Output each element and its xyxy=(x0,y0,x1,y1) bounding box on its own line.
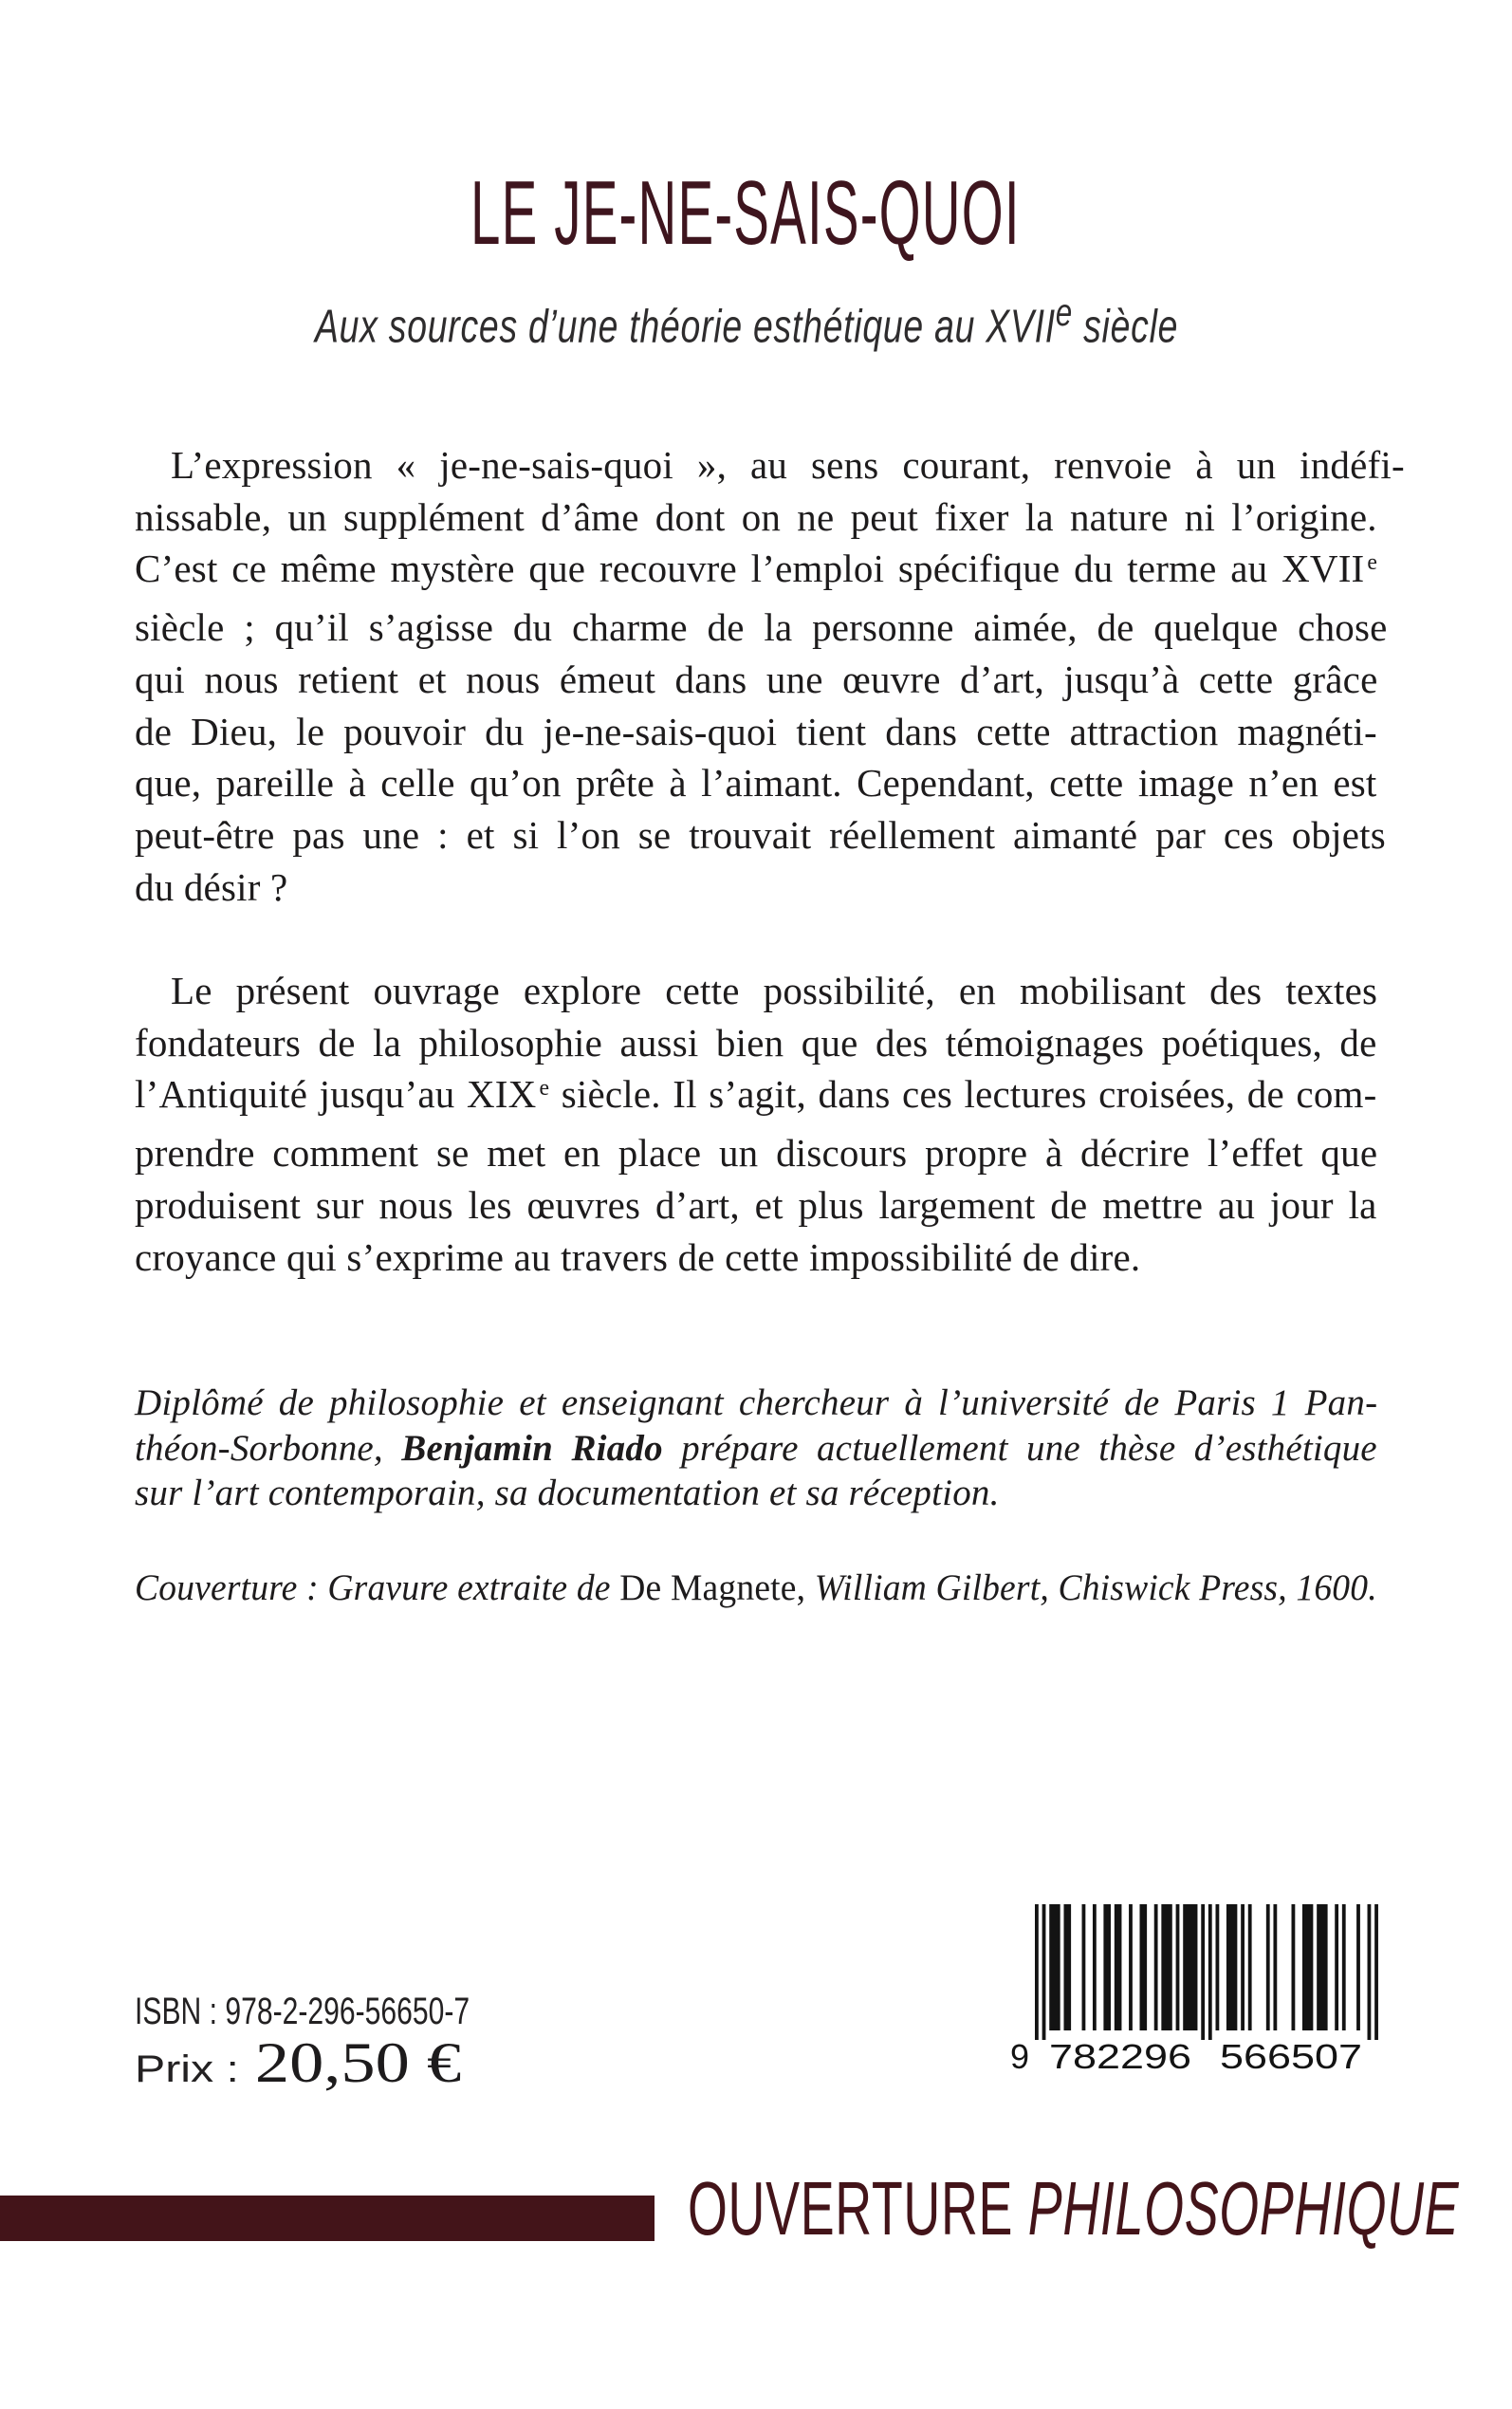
text-line: nissable, un supplément d’âme dont on ne peut fixer la nature ni l’origine. xyxy=(135,494,1377,539)
text-line: siècle ; qu’il s’agisse du charme de la personne aimée, de quelque chose xyxy=(135,605,1388,650)
text-line: du désir ? xyxy=(135,864,288,909)
barcode-digit-first: 9 xyxy=(1009,2037,1029,2075)
collection-band-bar xyxy=(0,2196,655,2241)
price-label: Prix : xyxy=(135,2048,239,2090)
barcode-digits-left: 782296 xyxy=(1049,2037,1191,2075)
text-line: qui nous retient et nous émeut dans une œuvre d’art, jusqu’à cette grâce xyxy=(135,657,1378,701)
collection-name xyxy=(688,2166,1460,2256)
text-line: que, pareille à celle qu’on prête à l’aimant. Cependant, cette image n’en est xyxy=(135,761,1377,806)
text-line: produisent sur nous les œuvres d’art, et plus largement de mettre au jour la xyxy=(135,1182,1377,1227)
text-line: l’Antiquité jusqu’au XIX $^e$ siècle. Il s’agit, dans ces lectures croisées, de com- xyxy=(135,1072,1377,1117)
author-bio xyxy=(135,1381,1377,1516)
text-line: Le présent ouvrage explore cette possibilité, en mobilisant des textes xyxy=(171,969,1378,1012)
book-title: LE JE-NE-SAIS-QUOI xyxy=(470,162,1021,264)
synopsis-paragraph-2 xyxy=(135,965,1377,1283)
barcode-digits-right: 566507 xyxy=(1220,2037,1362,2075)
text-line: Couverture : Gravure extraite de De Magnete, William Gilbert, Chiswick Press, 1600. xyxy=(135,1567,1377,1608)
text-line: théon-Sorbonne, Benjamin Riado prépare actuellement une thèse d’esthétique xyxy=(135,1427,1377,1469)
book-subtitle: Aux sources d’une théorie esthétique au XVIIe siècle xyxy=(315,290,1179,353)
text-line: de Dieu, le pouvoir du je-ne-sais-quoi tient dans cette attraction magnéti- xyxy=(135,709,1377,753)
text-line: croyance qui s’exprime au travers de cette impossibilité de dire. xyxy=(135,1234,1141,1279)
text-line: Diplômé de philosophie et enseignant chercheur à l’université de Paris 1 Pan- xyxy=(135,1382,1378,1423)
price-line xyxy=(135,2031,462,2110)
text-line: prendre comment se met en place un discours propre à décrire l’effet que xyxy=(135,1131,1378,1176)
ean13-barcode xyxy=(1005,1902,1385,2075)
text-line: fondateurs de la philosophie aussi bien que des témoignages poétiques, de xyxy=(135,1020,1377,1065)
collection-name-italic: PHILOSOPHIQUE xyxy=(1027,2166,1460,2251)
text-line: C’est ce même mystère que recouvre l’emploi spécifique du terme au XVII $^e$ xyxy=(135,547,1378,591)
text-line: L’expression « je-ne-sais-quoi », au sens courant, renvoie à un indéfi- xyxy=(171,443,1405,487)
isbn-line: ISBN : 978-2-296-56650-7 xyxy=(135,1991,470,2032)
text-line: sur l’art contemporain, sa documentation et sa réception. xyxy=(135,1473,1000,1514)
text-line: peut-être pas une : et si l’on se trouvait réellement aimanté par ces objets xyxy=(135,812,1386,857)
price-value: 20,50 € xyxy=(254,2031,462,2094)
collection-name-regular: OUVERTURE xyxy=(688,2166,1028,2251)
cover-credit xyxy=(135,1566,1377,1611)
synopsis-paragraph-1 xyxy=(135,439,1405,913)
